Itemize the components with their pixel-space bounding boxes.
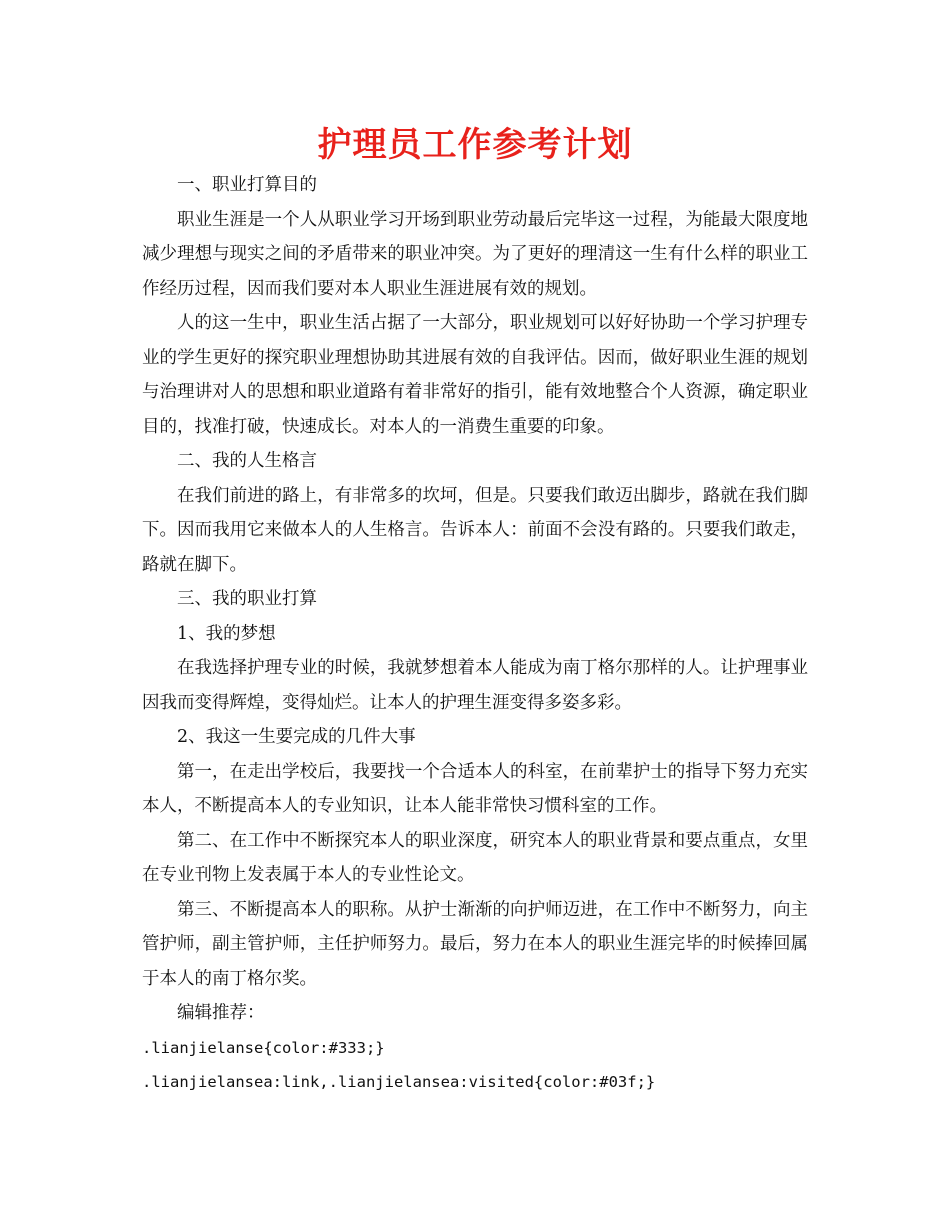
section-heading-career-goal: 一、职业打算目的 <box>177 175 317 195</box>
paragraph-life-motto: 在我们前进的路上，有非常多的坎坷，但是。只要我们敢迈出脚步，路就在我们脚下。因而我用它来做本人的人生格言。告诉本人：前面不会没有路的。只要我们敢走，路就在脚下。 <box>142 485 808 575</box>
paragraph-goal-second: 第二、在工作中不断探究本人的职业深度，研究本人的职业背景和要点重点，女里在专业刊物上发表属于本人的专业性论文。 <box>142 830 808 885</box>
paragraph-my-dream: 在我选择护理专业的时候，我就梦想着本人能成为南丁格尔那样的人。让护理事业因我而变得辉煌，变得灿烂。让本人的护理生涯变得多姿多彩。 <box>142 658 808 713</box>
css-code-line-2: .lianjielansea:link,.lianjielansea:visited{color:#03f;} <box>142 1073 656 1091</box>
paragraph-goal-first: 第一，在走出学校后，我要找一个合适本人的科室，在前辈护士的指导下努力充实本人，不断提高本人的专业知识，让本人能非常快习惯科室的工作。 <box>142 761 808 816</box>
section-heading-career-plan: 三、我的职业打算 <box>177 589 317 609</box>
document-title: 护理员工作参考计划 <box>317 125 633 165</box>
subheading-major-goals: 2、我这一生要完成的几件大事 <box>177 727 416 747</box>
css-code-line-1: .lianjielanse{color:#333;} <box>142 1038 385 1057</box>
paragraph-career-planning-value: 人的这一生中，职业生活占据了一大部分，职业规划可以好好协助一个学习护理专业的学生更好的探究职业理想协助其进展有效的自我评估。因而，做好职业生涯的规划与治理讲对人的思想和职业道路有着非常好的指引，能有效地整合个人资源，确定职业目的，找准打破，快速成长。对本人的一消费生重要的印象。 <box>142 313 808 437</box>
paragraph-career-definition: 职业生涯是一个人从职业学习开场到职业劳动最后完毕这一过程，为能最大限度地减少理想与现实之间的矛盾带来的职业冲突。为了更好的理清这一生有什么样的职业工作经历过程，因而我们要对本人职业生涯进展有效的规划。 <box>142 209 808 299</box>
document-body <box>142 168 808 1100</box>
paragraph-goal-third: 第三、不断提高本人的职称。从护士渐渐的向护师迈进，在工作中不断努力，向主管护师，副主管护师，主任护师努力。最后，努力在本人的职业生涯完毕的时候捧回属于本人的南丁格尔奖。 <box>142 899 808 989</box>
subheading-my-dream: 1、我的梦想 <box>177 623 276 644</box>
editor-recommendation-label: 编辑推荐： <box>177 1003 265 1023</box>
section-heading-life-motto: 二、我的人生格言 <box>177 451 317 471</box>
